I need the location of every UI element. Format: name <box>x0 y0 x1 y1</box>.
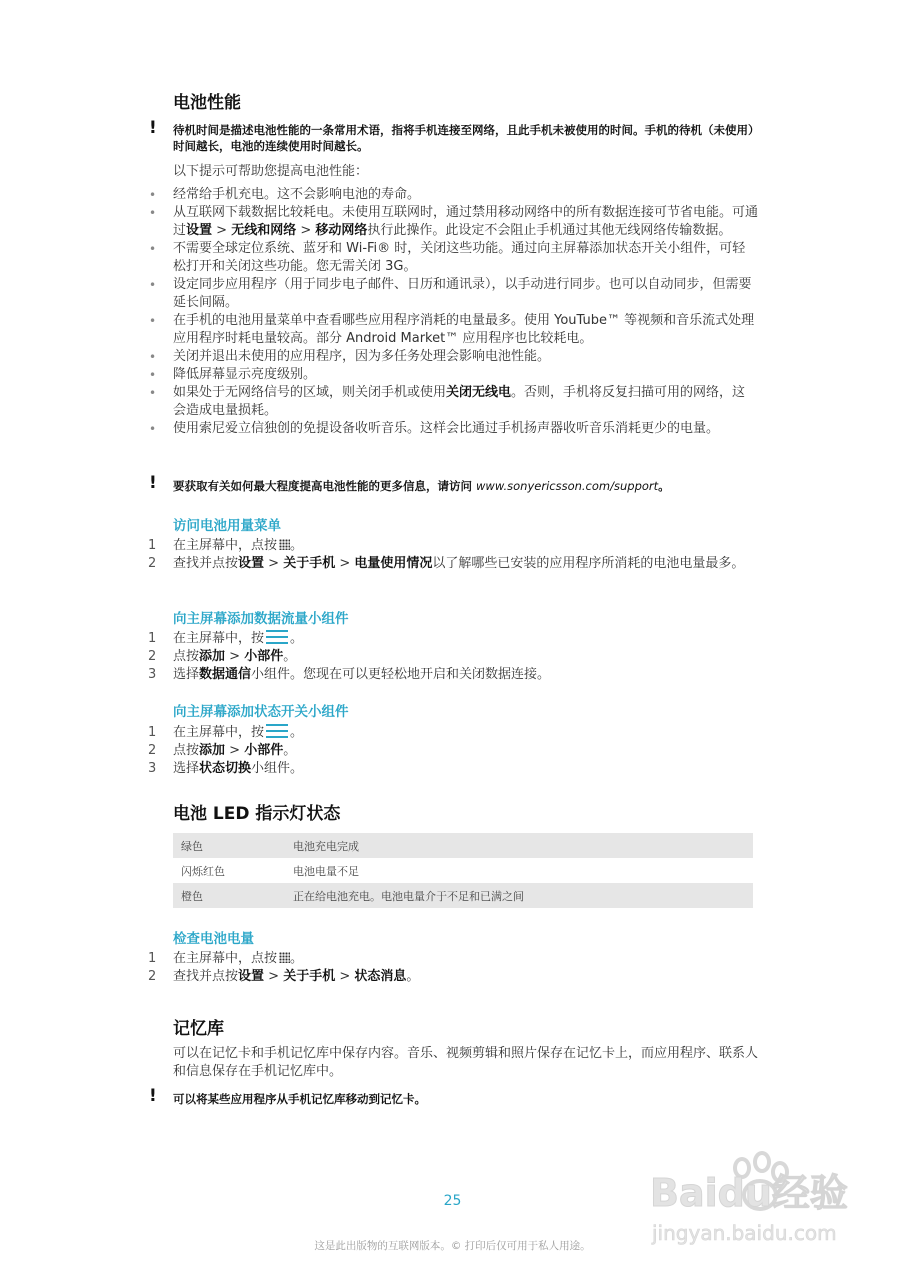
step-text: 选择 <box>173 667 200 682</box>
section-title-battery: 电池性能 <box>173 93 241 113</box>
step-number: 1 <box>148 538 157 553</box>
table-row <box>173 858 753 883</box>
step-item <box>148 968 758 986</box>
led-meaning: 电池充电完成 <box>285 833 753 858</box>
tip-text: 如果处于无网络信号的区域，则关闭手机或使用 <box>173 385 447 400</box>
warning-icon: ! <box>149 118 157 138</box>
bullet-marker: • <box>149 422 157 436</box>
step-number: 1 <box>148 951 157 966</box>
list-item <box>149 276 758 312</box>
led-color: 绿色 <box>173 833 285 858</box>
led-status-table <box>173 833 753 908</box>
tip-text: > <box>296 223 316 238</box>
step-number: 2 <box>148 743 157 758</box>
tip-text: 。否则，手机将反复扫描可用的网络，这会造成电量损耗。 <box>173 385 746 418</box>
subsection-title-check-level: 检查电池电量 <box>173 931 254 947</box>
step-end: 。 <box>406 969 420 984</box>
step-text: 在主屏幕中，点按 <box>173 951 278 966</box>
step-number: 3 <box>148 667 157 682</box>
list-item <box>149 384 758 420</box>
page-footer: 这是此出版物的互联网版本。© 打印后仅可用于私人用途。 <box>314 1240 591 1252</box>
step-number: 1 <box>148 725 157 740</box>
path-sep: > <box>264 556 284 571</box>
subsection-title-usage-menu: 访问电池用量菜单 <box>173 518 281 534</box>
step-text: 在主屏幕中，按 <box>173 725 265 740</box>
menu-path-item: 设置 <box>186 223 213 238</box>
menu-path-item: 移动网络 <box>315 223 368 238</box>
widget-name: 状态切换 <box>199 761 252 776</box>
menu-path-about: 关于手机 <box>283 556 336 571</box>
step-text: 在主屏幕中，点按 <box>173 538 278 553</box>
step-number: 2 <box>148 969 157 984</box>
step-text: 在主屏幕中，按 <box>173 631 265 646</box>
step-end: 。 <box>290 725 304 740</box>
warning-icon: ! <box>149 1086 157 1106</box>
tip-text: 设定同步应用程序（用于同步电子邮件、日历和通讯录），以手动进行同步。也可以自动同步，但需要延长间隔。 <box>173 277 752 310</box>
list-item <box>149 240 758 276</box>
app-grid-icon <box>279 539 290 550</box>
menu-icon <box>266 630 288 644</box>
step-item <box>148 742 758 760</box>
note-memory: 可以将某些应用程序从手机记忆库移动到记忆卡。 <box>173 1092 426 1106</box>
step-text: 以了解哪些已安装的应用程序所消耗的电池电量最多。 <box>432 556 745 571</box>
step-number: 2 <box>148 556 157 571</box>
menu-path-about: 关于手机 <box>283 969 336 984</box>
step-item <box>148 630 758 648</box>
tip-text: 从互联网下载数据比较耗电。未使用互联网时，通过禁用移动网络中的所有数据连接可节省电能。可通过 <box>173 205 759 238</box>
list-item <box>149 186 758 204</box>
step-number: 3 <box>148 761 157 776</box>
path-sep: > <box>264 969 284 984</box>
tip-text: > <box>212 223 232 238</box>
page-number: 25 <box>443 1193 462 1209</box>
step-item <box>148 724 758 742</box>
tip-text: 执行此操作。此设定不会阻止手机通过其他无线网络传输数据。 <box>367 223 732 238</box>
path-sep: > <box>225 649 245 664</box>
bullet-marker: • <box>149 278 157 292</box>
step-item <box>148 950 758 968</box>
step-text: 选择 <box>173 761 200 776</box>
step-end: 。 <box>290 951 304 966</box>
switch-widget-steps <box>148 724 758 778</box>
list-item <box>149 312 758 348</box>
list-item <box>149 366 758 384</box>
bullet-marker: • <box>149 242 157 256</box>
tip-text: 在手机的电池用量菜单中查看哪些应用程序消耗的电量最多。使用 YouTube™ 等视频和音乐流式处理应用程序时耗电量较高。部分 Android Market™ 应用程序也比较耗电。 <box>173 313 755 346</box>
section-title-led: 电池 LED 指示灯状态 <box>173 804 341 824</box>
menu-path-widgets: 小部件 <box>244 649 284 664</box>
led-color: 橙色 <box>173 883 285 908</box>
led-meaning: 正在给电池充电。电池电量介于不足和已满之间 <box>285 883 753 908</box>
bullet-marker: • <box>149 386 157 400</box>
menu-path-settings: 设置 <box>238 556 265 571</box>
step-text: 查找并点按 <box>173 556 239 571</box>
watermark-brand: Baidu经验 <box>650 1171 848 1215</box>
bullet-marker: • <box>149 314 157 328</box>
tip-text: 降低屏幕显示亮度级别。 <box>173 367 317 382</box>
section-title-memory: 记忆库 <box>173 1019 224 1039</box>
step-item <box>148 666 758 684</box>
menu-path-settings: 设置 <box>238 969 265 984</box>
step-end: 。 <box>283 649 297 664</box>
step-item <box>148 537 758 555</box>
path-sep: > <box>335 556 355 571</box>
note-end: 。 <box>658 479 670 493</box>
step-end: 。 <box>283 743 297 758</box>
list-item <box>149 204 759 240</box>
step-number: 1 <box>148 631 157 646</box>
list-item <box>149 348 758 366</box>
widget-name: 数据通信 <box>199 667 252 682</box>
check-level-steps <box>148 950 758 986</box>
usage-menu-steps <box>148 537 758 573</box>
warning-icon: ! <box>149 473 157 493</box>
menu-path-add: 添加 <box>199 743 226 758</box>
step-text: 点按 <box>173 649 200 664</box>
note-text: 要获取有关如何最大程度提高电池性能的更多信息，请访问 <box>173 479 477 493</box>
path-sep: > <box>225 743 245 758</box>
note-standby: 待机时间是描述电池性能的一条常用术语，指将手机连接至网络，且此手机未被使用的时间。手机的待机（未使用）时间越长，电池的连续使用时间越长。 <box>173 123 754 153</box>
menu-icon <box>266 724 288 738</box>
tips-intro: 以下提示可帮助您提高电池性能： <box>173 164 369 179</box>
subsection-title-data-widget: 向主屏幕添加数据流量小组件 <box>173 611 349 627</box>
menu-path-status: 状态消息 <box>354 969 407 984</box>
note-more-info <box>173 478 758 494</box>
table-row <box>173 883 753 908</box>
step-end: 。 <box>290 631 304 646</box>
menu-path-add: 添加 <box>199 649 226 664</box>
support-link[interactable]: www.sonyericsson.com/support <box>476 479 659 493</box>
data-widget-steps <box>148 630 758 684</box>
menu-path-widgets: 小部件 <box>244 743 284 758</box>
path-sep: > <box>335 969 355 984</box>
step-item <box>148 648 758 666</box>
tips-list <box>149 186 759 438</box>
step-number: 2 <box>148 649 157 664</box>
menu-path-battery-usage: 电量使用情况 <box>354 556 433 571</box>
bullet-marker: • <box>149 368 157 382</box>
bullet-marker: • <box>149 206 157 220</box>
step-item <box>148 555 758 573</box>
step-end: 。 <box>290 538 304 553</box>
menu-path-item: 无线和网络 <box>231 223 297 238</box>
bullet-marker: • <box>149 350 157 364</box>
step-text: 小组件。 <box>251 761 304 776</box>
led-meaning: 电池电量不足 <box>293 864 359 878</box>
menu-path-item: 关闭无线电 <box>446 385 512 400</box>
app-grid-icon <box>279 952 290 963</box>
watermark-url: jingyan.baidu.com <box>652 1221 837 1245</box>
list-item <box>149 420 758 438</box>
step-text: 查找并点按 <box>173 969 239 984</box>
step-text: 小组件。您现在可以更轻松地开启和关闭数据连接。 <box>251 667 551 682</box>
table-row <box>173 833 753 858</box>
tip-text: 不需要全球定位系统、蓝牙和 Wi-Fi® 时，关闭这些功能。通过向主屏幕添加状态开关小组件，可轻松打开和关闭这些功能。您无需关闭 3G。 <box>173 241 746 274</box>
tip-text: 使用索尼爱立信独创的免提设备收听音乐。这样会比通过手机扬声器收听音乐消耗更少的电量。 <box>173 421 720 436</box>
tip-text: 关闭并退出未使用的应用程序，因为多任务处理会影响电池性能。 <box>173 349 551 364</box>
tip-text: 经常给手机充电。这不会影响电池的寿命。 <box>173 187 421 202</box>
step-text: 点按 <box>173 743 200 758</box>
subsection-title-switch-widget: 向主屏幕添加状态开关小组件 <box>173 704 349 720</box>
bullet-marker: • <box>149 188 157 202</box>
led-color: 闪烁红色 <box>181 864 225 878</box>
memory-body: 可以在记忆卡和手机记忆库中保存内容。音乐、视频剪辑和照片保存在记忆卡上，而应用程序、联系人和信息保存在手机记忆库中。 <box>173 1046 759 1079</box>
step-item <box>148 760 758 778</box>
